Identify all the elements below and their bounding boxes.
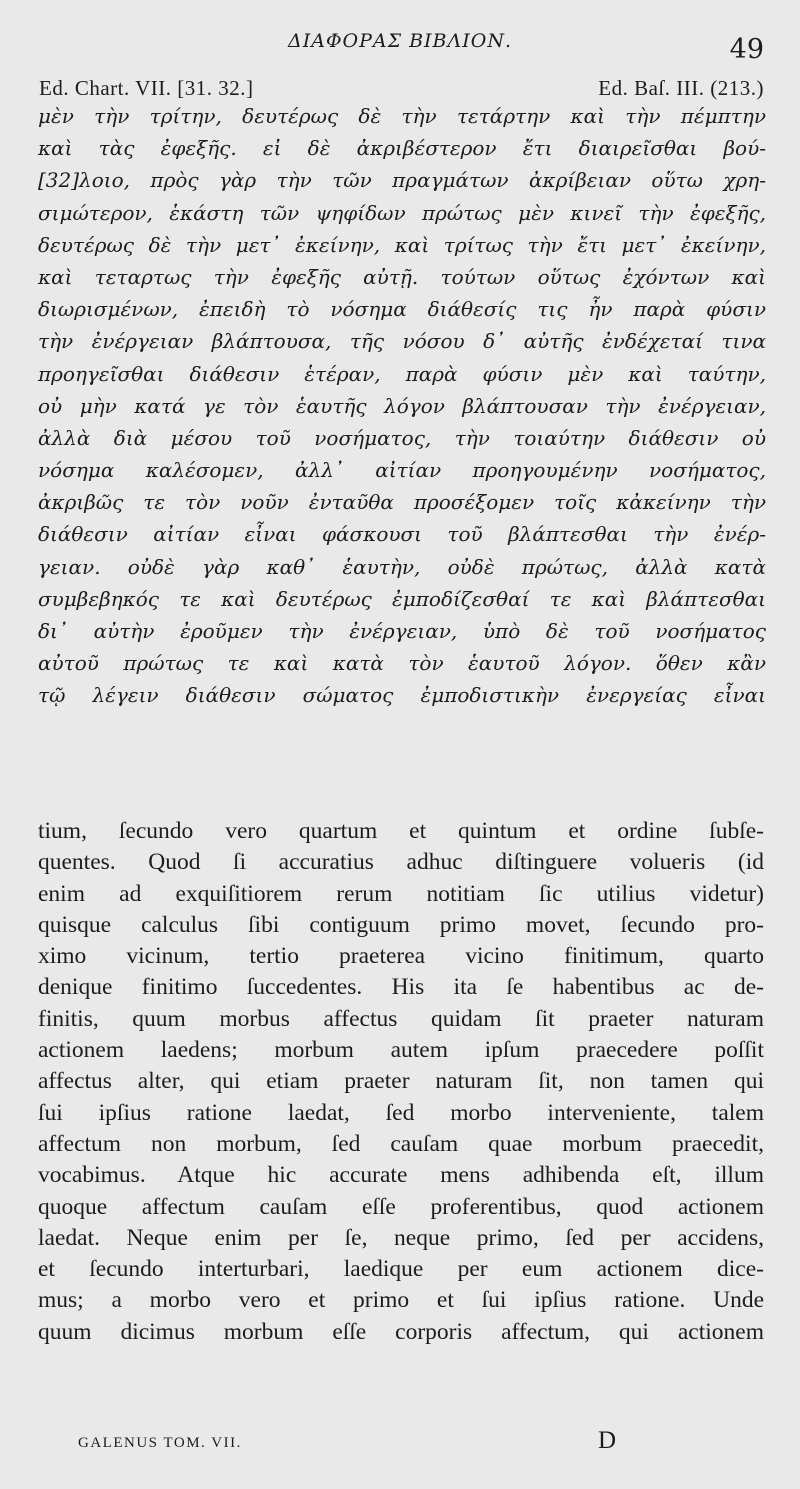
text-line: quoque affectum cauſam eſſe proferentibus, quod actionem [38,1193,764,1220]
text-line: affectum non morbum, ſed cauſam quae morbum praecedit, [38,1130,764,1157]
text-line: finitis, quum morbus affectus quidam ſit praeter naturam [38,1005,764,1032]
text-line: καὶ τὰς ἐφεξῆς. εἰ δὲ ἀκριβέστερον ἔτι διαιρεῖσθαι βού- [38,136,766,161]
edition-reference-left: Ed. Chart. VII. [31. 32.] [39,76,254,100]
text-line: denique finitimo ſuccedentes. His ita ſe habentibus ac de- [38,974,764,1001]
text-line: ximo vicinum, tertio praeterea vicino finitimum, quarto [38,943,764,970]
text-line: αὐτοῦ πρώτως τε καὶ κατὰ τὸν ἑαυτοῦ λόγον. ὅθεν κἂν [38,651,766,676]
running-title: ΔΙΑΦΟΡΑΣ ΒΙΒΛΙΟΝ. [288,30,512,52]
text-line: et ſecundo interturbari, laedique per eum actionem dice- [38,1256,764,1283]
text-line: quum dicimus morbum eſſe corporis affectum, qui actionem [38,1318,764,1345]
text-line: γειαν. οὐδὲ γὰρ καθ᾽ ἑαυτὴν, οὐδὲ πρώτως, ἀλλὰ κατὰ [38,554,766,579]
text-line: [32]λοιο, πρὸς γὰρ τὴν τῶν πραγμάτων ἀκρίβειαν οὕτω χρη- [38,168,766,193]
text-line: ἀκριβῶς τε τὸν νοῦν ἐνταῦθα προσέξομεν τοῖς κἀκείνην τὴν [38,490,766,515]
text-line: ἀλλὰ διὰ μέσου τοῦ νοσήματος, τὴν τοιαύτην διάθεσιν οὐ [38,425,766,450]
text-line: ſui ipſius ratione laedat, ſed morbo interveniente, talem [38,1099,764,1126]
text-line: προηγεῖσθαι διάθεσιν ἑτέραν, παρὰ φύσιν μὲν καὶ ταύτην, [38,361,766,386]
text-line: mus; a morbo vero et primo et ſui ipſius ratione. Unde [38,1287,764,1314]
text-line: δι᾽ αὐτὴν ἐροῦμεν τὴν ἐνέργειαν, ὑπὸ δὲ τοῦ νοσήματος [38,619,766,643]
text-line: τῷ λέγειν διάθεσιν σώματος ἐμποδιστικὴν ἐνεργείας εἶναι [38,683,766,708]
text-line: μὲν τὴν τρίτην, δευτέρως δὲ τὴν τετάρτην καὶ τὴν πέμπτην [38,104,766,128]
text-line: σιμώτερον, ἑκάστη τῶν ψηφίδων πρώτως μὲν κινεῖ τὴν ἐφεξῆς, [38,200,766,225]
text-line: quisque calculus ſibi contiguum primo movet, ſecundo pro- [38,911,764,938]
text-line: affectus alter, qui etiam praeter naturam ſit, non tamen qui [38,1068,764,1095]
text-line: οὐ μὴν κατά γε τὸν ἑαυτῆς λόγον βλάπτουσαν τὴν ἐνέργειαν, [38,393,766,418]
text-line: διωρισμένων, ἐπειδὴ τὸ νόσημα διάθεσίς τις ἦν παρὰ φύσιν [38,297,766,322]
latin-text-block [38,816,764,1348]
text-line: actionem laedens; morbum autem ipſum praecedere poſſit [38,1037,764,1064]
text-line: enim ad exquiſitiorem rerum notitiam ſic utilius videtur) [38,880,764,907]
footer-signature-letter: D [598,1427,617,1454]
greek-text-block [38,100,766,712]
text-line: tium, ſecundo vero quartum et quintum et ordine ſubſe- [38,818,764,844]
text-line: καὶ τεταρτως τὴν ἐφεξῆς αὐτῇ. τούτων οὕτως ἐχόντων καὶ [38,264,766,289]
edition-reference-right: Ed. Baſ. III. (213.) [598,76,764,100]
text-line: quentes. Quod ſi accuratius adhuc diſtinguere volueris (id [38,849,764,876]
text-line: τὴν ἐνέργειαν βλάπτουσα, τῆς νόσου δ᾽ αὐτῆς ἐνδέχεταί τινα [38,329,766,354]
text-line: δευτέρως δὲ τὴν μετ᾽ ἐκείνην, καὶ τρίτως τὴν ἔτι μετ᾽ ἐκείνην, [38,232,766,257]
text-line: vocabimus. Atque hic accurate mens adhibenda eſt, illum [38,1162,764,1189]
text-line: νόσημα καλέσομεν, ἀλλ᾽ αἰτίαν προηγουμένην νοσήματος, [38,458,766,483]
text-line: διάθεσιν αἰτίαν εἶναι φάσκουσι τοῦ βλάπτεσθαι τὴν ἐνέρ- [38,522,766,547]
text-line: laedat. Neque enim per ſe, neque primo, ſed per accidens, [38,1224,764,1251]
footer-signature: GALENUS TOM. VII. [78,1435,242,1451]
page-number: 49 [729,34,764,65]
text-line: συμβεβηκός τε καὶ δευτέρως ἐμποδίζεσθαί τε καὶ βλάπτεσθαι [38,586,766,611]
